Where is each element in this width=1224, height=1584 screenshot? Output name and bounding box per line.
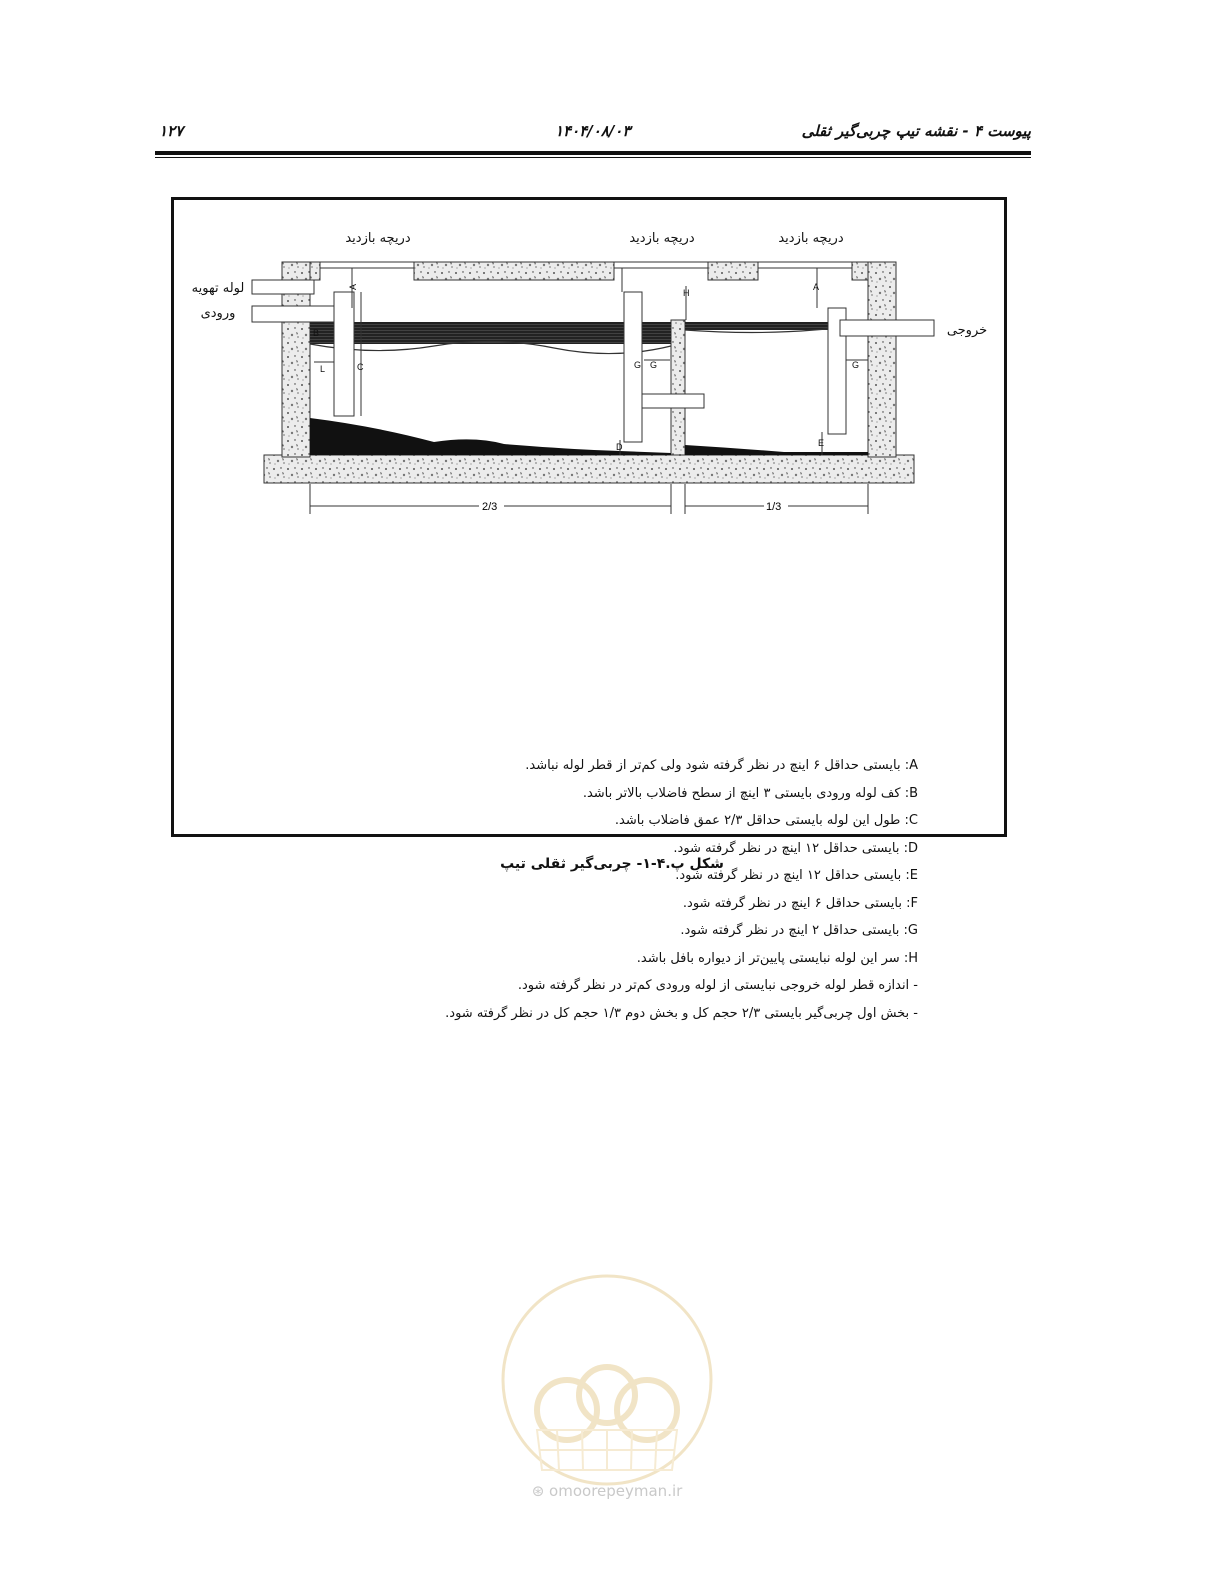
dim-h: H: [683, 288, 690, 298]
vent-pipe-label: لوله تهویه: [191, 281, 245, 296]
outlet-label: خروجی: [946, 323, 988, 338]
figure-caption: شکل پ.۴-۱- چربی‌گیر ثقلی تیپ: [500, 856, 724, 872]
dim-b: B: [313, 328, 320, 338]
note-h: H: سر این لوله نبایستی پایین‌تر از دیواره بافل باشد.: [636, 950, 918, 966]
ratio-left-label: 2/3: [482, 501, 498, 513]
dim-g3: G: [852, 360, 860, 370]
note-b: B: کف لوله ورودی بایستی ۳ اینچ از سطح فاضلاب بالاتر باشد.: [582, 785, 918, 801]
page-number: ۱۲۷: [159, 122, 184, 140]
note-c: C: طول این لوله بایستی حداقل ۲/۳ عمق فاضلاب باشد.: [614, 813, 918, 828]
inlet-tee-vertical: [334, 292, 354, 416]
note-a: A: بایستی حداقل ۶ اینچ در نظر گرفته شود ولی کم‌تر از قطر لوله نباشد.: [525, 758, 918, 773]
inlet-label: ورودی: [200, 306, 236, 321]
dim-d: D: [616, 442, 623, 452]
dim-c: C: [357, 362, 364, 372]
note-volume-split: - بخش اول چربی‌گیر بایستی ۲/۳ حجم کل و بخش دوم ۱/۳ حجم کل در نظر گرفته شود.: [445, 1005, 918, 1021]
baffle-wall: [671, 320, 685, 455]
dim-e: E: [818, 438, 825, 448]
header-rule-thick: [155, 151, 1031, 155]
outlet-pipe: [840, 320, 934, 336]
watermark-logo: [497, 1270, 717, 1510]
notes-list: [298, 752, 918, 1027]
tank-top-left: [310, 262, 320, 280]
inspection-hatch-middle-label: دریچه بازدید: [629, 231, 695, 246]
dim-l: L: [320, 364, 326, 374]
watermark-url-text: omoorepeyman.ir: [549, 1482, 683, 1500]
tank-top-mid2: [708, 262, 758, 280]
header-rule-thin: [155, 157, 1031, 158]
note-outlet-diameter: - اندازه قطر لوله خروجی نبایستی از لوله ورودی کم‌تر در نظر گرفته شود.: [517, 978, 918, 993]
inspection-hatch-right-label: دریچه بازدید: [778, 231, 844, 246]
header-title: پیوست ۴ - نقشه تیپ چربی‌گیر ثقلی: [801, 122, 1031, 140]
note-g: G: بایستی حداقل ۲ اینچ در نظر گرفته شود.: [680, 923, 918, 938]
header-date: ۱۴۰۴/۰۸/۰۳: [555, 122, 631, 140]
page-header: [155, 118, 1031, 148]
note-d: D: بایستی حداقل ۱۲ اینچ در نظر گرفته شود.: [673, 840, 918, 856]
hatch-cover-left: [320, 262, 414, 268]
grease-layer-first: [310, 322, 671, 344]
hatch-cover-right: [758, 262, 852, 268]
inspection-hatch-left-label: دریچه بازدید: [345, 231, 411, 246]
inlet-pipe: [252, 306, 342, 322]
ratio-right-label: 1/3: [766, 501, 782, 513]
tank-top-mid1: [414, 262, 614, 280]
vent-pipe: [252, 280, 314, 294]
tank-top-right: [852, 262, 868, 280]
tank-slab: [264, 455, 914, 483]
dim-g1: G: [650, 360, 658, 370]
grease-trap-diagram: [174, 200, 1004, 834]
dim-a1: A: [348, 283, 358, 290]
sludge-second: [685, 445, 868, 455]
dim-g2: G: [634, 360, 642, 370]
watermark-url: ⊛ omoorepeyman.ir: [531, 1482, 683, 1500]
cross-pipe: [642, 394, 704, 408]
note-e: E: بایستی حداقل ۱۲ اینچ در نظر گرفته شود.: [675, 868, 918, 883]
tank-right-wall: [868, 262, 896, 457]
note-f: F: بایستی حداقل ۶ اینچ در نظر گرفته شود.: [682, 895, 918, 911]
hatch-cover-middle: [614, 262, 708, 268]
dim-a2: A: [813, 282, 820, 292]
